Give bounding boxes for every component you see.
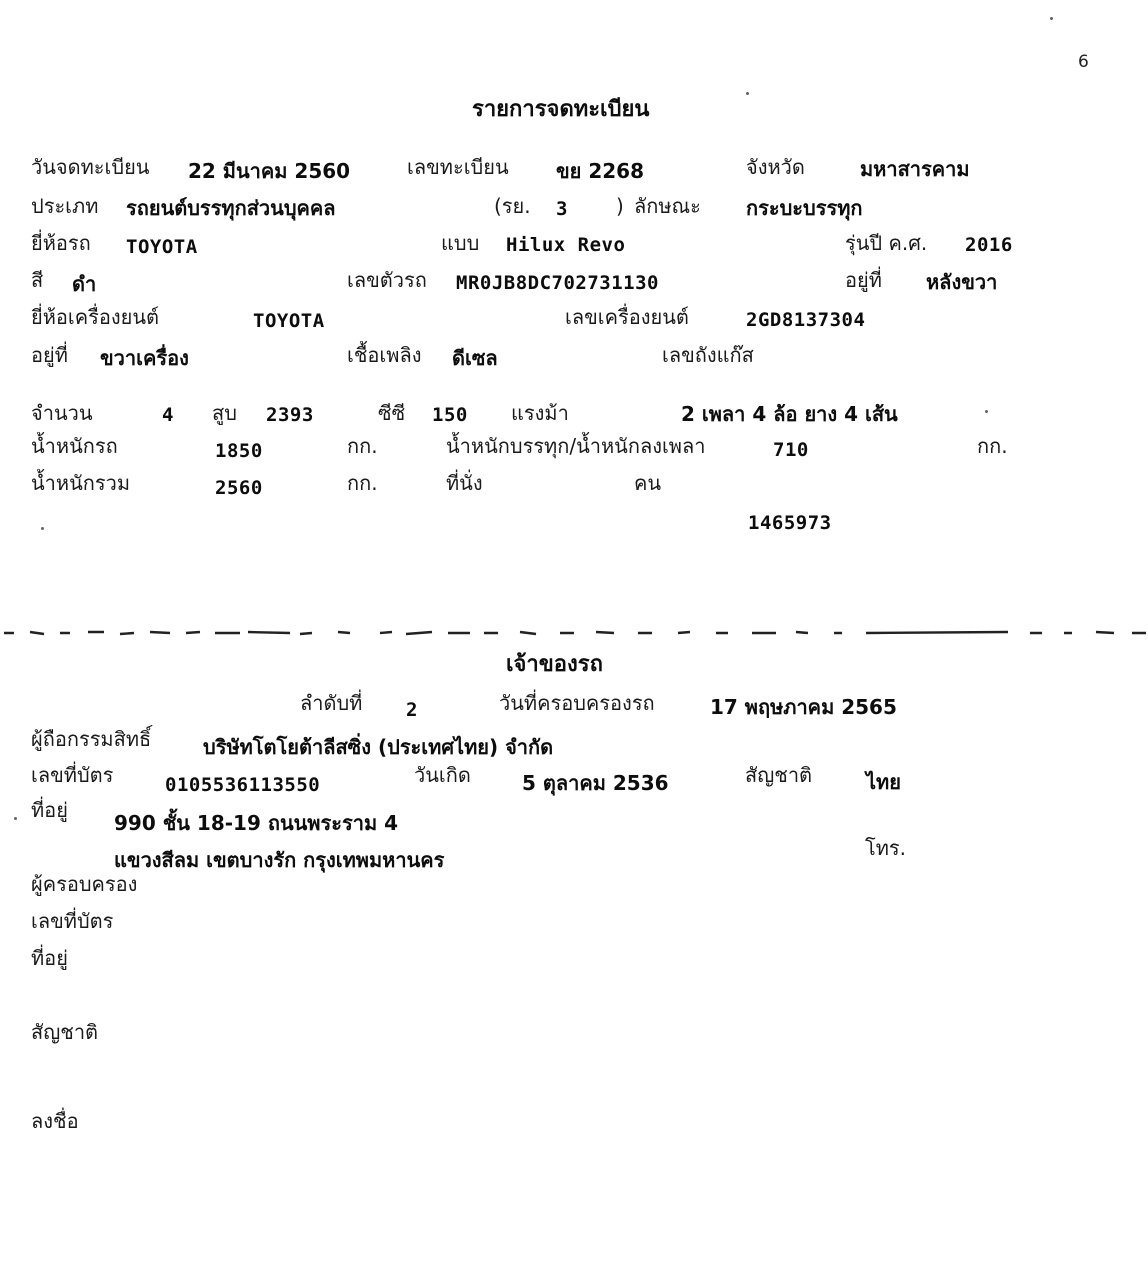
engine-brand-label: ยี่ห้อเครื่องยนต์ xyxy=(31,305,160,329)
order-value: 2 xyxy=(406,699,418,721)
scan-speck xyxy=(746,92,749,95)
registration-title: รายการจดทะเบียน xyxy=(472,97,650,122)
color-label: สี xyxy=(31,268,44,292)
cylinders-value: 4 xyxy=(162,404,174,426)
id-label: เลขที่บัตร xyxy=(31,763,114,787)
brand-label: ยี่ห้อรถ xyxy=(31,231,91,255)
weight-label: น้ำหนักรถ xyxy=(31,434,118,458)
scan-speck xyxy=(41,527,44,530)
order-label: ลำดับที่ xyxy=(300,691,363,715)
id-label-cut: เลขที่บัตร xyxy=(31,909,114,933)
owner-title: เจ้าของรถ xyxy=(506,652,603,677)
engine-brand-value: TOYOTA xyxy=(253,310,325,332)
character-value: กระบะบรรทุก xyxy=(746,196,863,220)
year-value: 2016 xyxy=(965,234,1013,256)
ry-close: ) xyxy=(616,194,624,218)
load-value: 710 xyxy=(773,439,809,461)
horsepower-label: แรงม้า xyxy=(511,401,569,425)
ry-open: (รย. xyxy=(494,194,531,218)
nationality-label: สัญชาติ xyxy=(745,763,813,787)
count-label: จำนวน xyxy=(31,401,93,425)
address-label: ที่อยู่ xyxy=(31,798,68,822)
kg-label-3: กก. xyxy=(347,471,378,495)
horsepower-value: 150 xyxy=(432,404,468,426)
reg-date-label: วันจดทะเบียน xyxy=(31,155,150,179)
fold-line xyxy=(0,626,1148,640)
possession-date-label: วันที่ครอบครองรถ xyxy=(499,691,655,715)
model-label: แบบ xyxy=(441,231,480,255)
chassis-value: MR0JB8DC702731130 xyxy=(456,272,659,294)
birth-label: วันเกิด xyxy=(414,763,471,787)
nationality-label-cut: สัญชาติ xyxy=(31,1020,99,1044)
engine-location-label: อยู่ที่ xyxy=(31,343,68,367)
scan-speck xyxy=(14,817,17,820)
cc-value: 2393 xyxy=(266,404,314,426)
holder-value: บริษัทโตโยต้าลีสซิ่ง (ประเทศไทย) จำกัด xyxy=(203,735,554,759)
load-label: น้ำหนักบรรทุก/น้ำหนักลงเพลา xyxy=(446,434,706,458)
signature-label-cut: ลงชื่อ xyxy=(31,1109,79,1133)
color-value: ดำ xyxy=(72,272,97,296)
reg-date-value: 22 มีนาคม 2560 xyxy=(188,159,351,183)
gross-value: 2560 xyxy=(215,477,263,499)
page-number: 6 xyxy=(1078,52,1089,72)
engine-number-label: เลขเครื่องยนต์ xyxy=(565,305,689,329)
brand-value: TOYOTA xyxy=(126,236,198,258)
serial-number: 1465973 xyxy=(748,512,832,534)
province-value: มหาสารคาม xyxy=(860,157,970,181)
seats-label: ที่นั่ง xyxy=(446,471,483,495)
gas-tank-label: เลขถังแก๊ส xyxy=(662,343,754,367)
chassis-location-label: อยู่ที่ xyxy=(845,268,882,292)
province-label: จังหวัด xyxy=(746,155,805,179)
seats-unit: คน xyxy=(634,471,662,495)
fuel-label: เชื้อเพลิง xyxy=(347,343,422,367)
scan-speck xyxy=(1050,17,1053,20)
chassis-location-value: หลังขวา xyxy=(926,270,998,294)
axles-wheels-value: 2 เพลา 4 ล้อ ยาง 4 เส้น xyxy=(681,402,898,426)
year-label: รุ่นปี ค.ศ. xyxy=(845,231,928,255)
scan-speck xyxy=(985,410,988,413)
kg-label-2: กก. xyxy=(977,434,1008,458)
possession-date-value: 17 พฤษภาคม 2565 xyxy=(710,695,897,719)
birth-value: 5 ตุลาคม 2536 xyxy=(522,771,669,795)
model-value: Hilux Revo xyxy=(506,234,626,256)
plate-value: ขย 2268 xyxy=(556,159,645,183)
id-value: 0105536113550 xyxy=(165,774,321,796)
phone-label: โทร. xyxy=(865,836,907,860)
address-line-2: แขวงสีลม เขตบางรัก กรุงเทพมหานคร xyxy=(114,848,445,872)
plate-label: เลขทะเบียน xyxy=(407,155,509,179)
type-label: ประเภท xyxy=(31,194,99,218)
gross-label: น้ำหนักรวม xyxy=(31,471,131,495)
address-label-cut: ที่อยู่ xyxy=(31,946,68,970)
cc-label: ซีซี xyxy=(378,401,406,425)
chassis-label: เลขตัวรถ xyxy=(347,268,427,292)
nationality-value: ไทย xyxy=(866,770,901,794)
ry-value: 3 xyxy=(556,198,568,220)
fuel-value: ดีเซล xyxy=(452,346,498,370)
cylinder-label: สูบ xyxy=(212,401,237,425)
character-label: ลักษณะ xyxy=(634,194,701,218)
occupant-label-cut: ผู้ครอบครอง xyxy=(31,872,138,896)
holder-label: ผู้ถือกรรมสิทธิ์ xyxy=(31,727,152,751)
engine-number-value: 2GD8137304 xyxy=(746,309,866,331)
engine-location-value: ขวาเครื่อง xyxy=(100,346,189,370)
type-value: รถยนต์บรรทุกส่วนบุคคล xyxy=(126,196,336,220)
weight-value: 1850 xyxy=(215,440,263,462)
address-line-1: 990 ชั้น 18-19 ถนนพระราม 4 xyxy=(114,811,399,835)
kg-label-1: กก. xyxy=(347,434,378,458)
